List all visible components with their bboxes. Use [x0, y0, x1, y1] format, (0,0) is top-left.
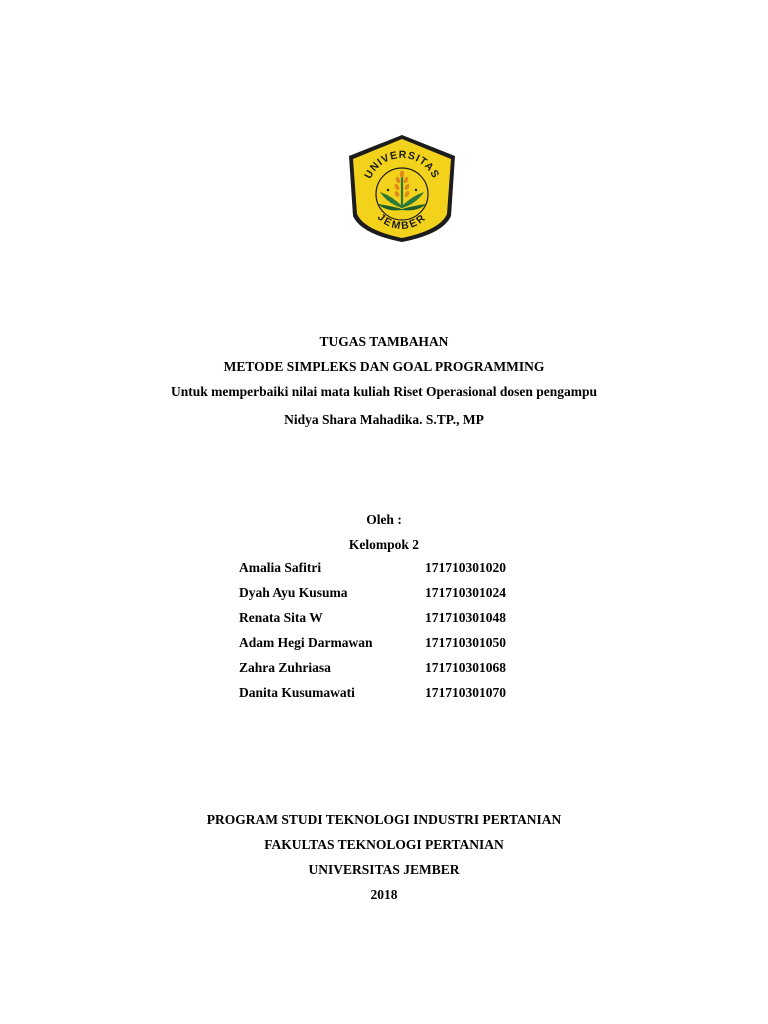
lecturer-name: Nidya Shara Mahadika. S.TP., MP: [284, 412, 484, 427]
list-item: [239, 655, 545, 680]
member-name: Zahra Zuhriasa: [239, 660, 331, 675]
member-name: Amalia Safitri: [239, 560, 322, 575]
member-name: Danita Kusumawati: [239, 685, 355, 700]
institution-block: [0, 807, 768, 907]
logo-text-top: UNIVERSITAS: [362, 148, 442, 181]
logo-text-bottom: JEMBER: [375, 211, 429, 233]
member-name: Renata Sita W: [239, 610, 323, 625]
member-id: 171710301050: [425, 635, 506, 650]
group-label: Kelompok 2: [348, 537, 420, 552]
list-item: [239, 680, 545, 705]
member-id: 171710301024: [425, 585, 506, 600]
list-item: [239, 555, 545, 580]
document-subtitle: METODE SIMPLEKS DAN GOAL PROGRAMMING: [223, 359, 545, 374]
authors-heading: [0, 507, 768, 557]
title-block: [0, 329, 768, 432]
faculty-name: FAKULTAS TEKNOLOGI PERTANIAN: [264, 837, 504, 852]
members-list: [239, 555, 545, 705]
member-name: Adam Hegi Darmawan: [239, 635, 373, 650]
member-id: 171710301020: [425, 560, 506, 575]
list-item: [239, 605, 545, 630]
year: 2018: [370, 887, 398, 902]
member-id: 171710301070: [425, 685, 506, 700]
study-program: PROGRAM STUDI TEKNOLOGI INDUSTRI PERTANIAN: [206, 812, 562, 827]
document-purpose: Untuk memperbaiki nilai mata kuliah Riset Operasional dosen pengampu: [170, 384, 598, 399]
document-title: TUGAS TAMBAHAN: [319, 334, 449, 349]
by-label: Oleh :: [366, 512, 402, 527]
member-id: 171710301048: [425, 610, 506, 625]
list-item: [239, 580, 545, 605]
member-id: 171710301068: [425, 660, 506, 675]
list-item: [239, 630, 545, 655]
university-logo: [344, 134, 460, 244]
member-name: Dyah Ayu Kusuma: [239, 585, 348, 600]
university-name: UNIVERSITAS JEMBER: [308, 862, 460, 877]
